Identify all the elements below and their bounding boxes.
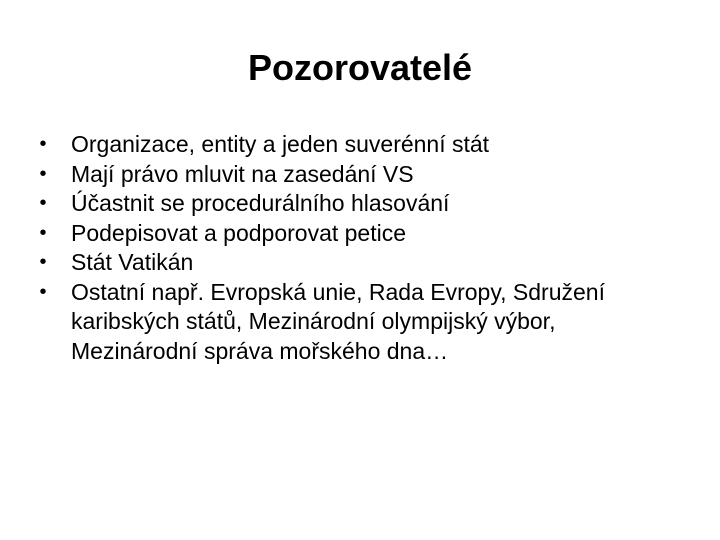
bullet-dot-icon: • — [39, 162, 47, 185]
bullet-dot-icon: • — [39, 251, 47, 273]
bullet-text: Účastnit se procedurálního hlasování — [71, 190, 450, 216]
bullet-text: Ostatní např. Evropská unie, Rada Evropy, Sdružení karibských států, Mezinárodní olympijský výbor, Mezinárodní správa mořského dna… — [71, 278, 605, 364]
bullet-text: Mají právo mluvit na zasedání VS — [71, 160, 414, 187]
bullet-item — [36, 278, 676, 367]
bullet-item — [36, 189, 676, 219]
bullet-item — [36, 219, 676, 249]
bullet-list — [36, 130, 676, 366]
bullet-text: Organizace, entity a jeden suverénní stát — [71, 131, 490, 157]
bullet-text: Stát Vatikán — [71, 249, 194, 275]
slide-title: Pozorovatelé — [247, 47, 473, 88]
bullet-item — [36, 160, 676, 190]
bullet-item — [36, 130, 676, 160]
bullet-dot-icon: • — [39, 192, 47, 214]
bullet-dot-icon: • — [39, 221, 47, 244]
bullet-dot-icon: • — [39, 280, 47, 303]
bullet-item — [36, 248, 676, 278]
bullet-dot-icon: • — [39, 133, 47, 155]
bullet-text: Podepisovat a podporovat petice — [71, 219, 407, 246]
